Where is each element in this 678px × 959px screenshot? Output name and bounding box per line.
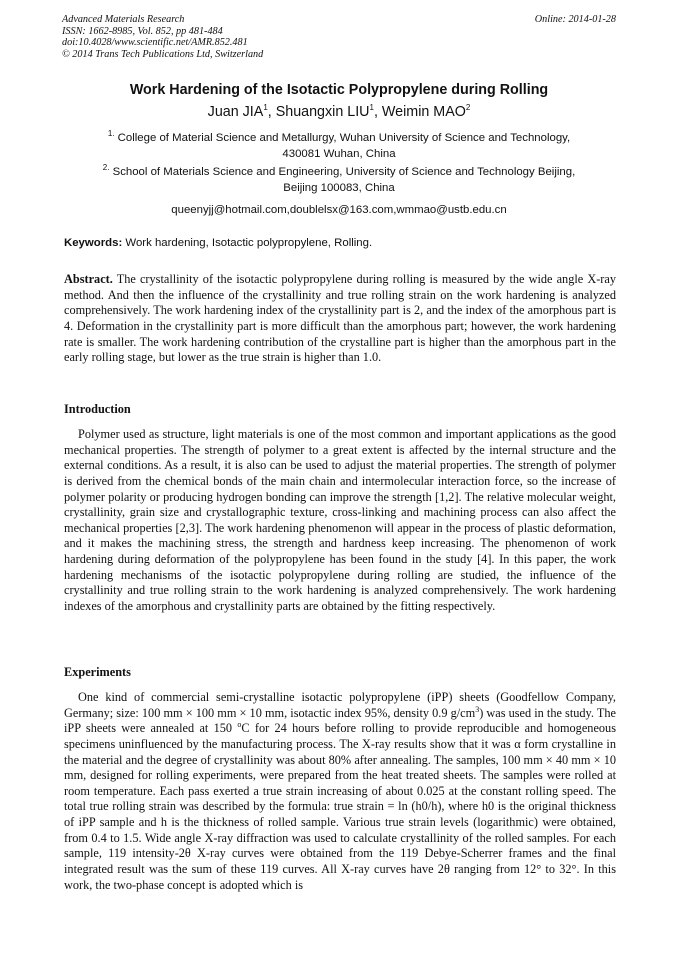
author-name: Weimin MAO [381, 104, 466, 120]
author-list: Juan JIA$^1$, Shuangxin LIU$^1$, Weimin MAO$^2$ [207, 103, 471, 120]
copyright-line: © 2014 Trans Tech Publications Ltd, Switzerland [62, 48, 264, 60]
author-mark: 1 [369, 103, 374, 113]
affiliation-line: College of Material Science and Metallurgy, Wuhan University of Science and Technology, [117, 132, 571, 144]
author-mark: 2 [465, 103, 471, 113]
degree-superscript: o [237, 720, 242, 730]
affiliation [60, 131, 618, 163]
experiments-text: C for 24 hours before rolling to provide reproducible and homogeneous specimens uninfluenced by the manufacturing process. The X-ray results show that it was α form crystalline in the material and the degree of crystallinity was about 80% after annealing. The samples, 100 mm × 40 mm × 10 mm, designed for rolling experiments, were prepared from the heat treated sheets. The samples were rolled at room temperature. Each pass exerted a true strain increasing of about 0.025 at the constant rolling speed. The total true rolling strain was described by the formula: true strain = ln (h0/h), where h0 is the original thickness of iPP sample and h is the thickness of rolled sample. Various true strain levels (logarithmic) were obtained, from 0.4 to 1.5. Wide angle X-ray diffraction was used to calculate crystallinity of the rolled samples. For each sample, 119 intensity-2θ X-ray curves were obtained from the 119 Debye-Scherrer frames and the final integrated result was the sum of these 119 curves. All X-ray curves have 2θ ranging from 12° to 32°. In this work, the two-phase concept is adopted which is [64, 721, 616, 892]
author-emails: queenyjj@hotmail.com,doublelsx@163.com,wmmao@ustb.edu.cn [171, 204, 507, 216]
journal-name: Advanced Materials Research [62, 14, 185, 25]
affiliation-mark: 1. [107, 129, 115, 139]
introduction-paragraph: Polymer used as structure, light materials is one of the most common and important applications as the good mechanical properties. The strength of polymer to a great extent is affected by the internal structure and the external conditions. As a result, it is also can be used to adjust the material properties. The strength of polymer is derived from the chemical bonds of the main chain and intermolecular interaction force, so the increase of polymer polarity or producing hydrogen bonding can improve the strength [1,2]. The relative molecular weight, crystallinity, grain size and crystallographic texture, cross-linking and machining process can also affect the mechanical properties [2,3]. The work hardening phenomenon will appear in the process of plastic deformation, and it makes the machining stress, the strength and hardness keep increasing. The phenomenon of work hardening during deformation of the polypropylene has been found in the study [4]. In this paper, the work hardening mechanisms of the isotactic polypropylene during rolling are studied, the influence of the crystallinity and true rolling strain to the work hardening is analyzed comprehensively. The work hardening indexes of the amorphous and crystallinity parts are obtained by the fitting respectively. [64, 427, 616, 613]
affiliation-line: 430081 Wuhan, China [282, 147, 396, 160]
affiliation-line: Beijing 100083, China [283, 181, 395, 194]
experiments-paragraph [64, 690, 616, 893]
author-name: Juan JIA [207, 104, 264, 120]
paper-title: Work Hardening of the Isotactic Polypropylene during Rolling [129, 82, 549, 98]
experiments-text: ) was used in the study. The iPP sheets were annealed at 150 [64, 705, 616, 736]
issn-line: ISSN: 1662-8985, Vol. 852, pp 481-484 [62, 25, 223, 37]
section-heading-introduction: Introduction [64, 402, 131, 416]
abstract [64, 272, 616, 366]
online-date: Online: 2014-01-28 [534, 14, 616, 25]
abstract-label: Abstract. [64, 272, 113, 286]
abstract-text: The crystallinity of the isotactic polypropylene during rolling is measured by the wide angle X-ray method. And then the influence of the crystallinity and true rolling strain on the work hardening is analyzed comprehensively. The work hardening index of the crystallinity part is 2, and the index of the amorphous part is 4. Deformation in the crystallinity part is more difficult than the amorphous part; however, the work hardening rate is smaller. The work hardening contribution of the crystalline part is higher than the amorphous part in the early rolling stage, but lower as the true strain is higher than 1.0. [64, 272, 616, 365]
journal-header [62, 14, 616, 60]
section-heading-experiments: Experiments [64, 665, 131, 679]
author-name: Shuangxin LIU [275, 104, 370, 120]
keywords-label: Keywords: [64, 237, 123, 249]
doi-line: doi:10.4028/www.scientific.net/AMR.852.481 [62, 37, 248, 49]
keywords [64, 236, 616, 251]
affiliation-line: School of Materials Science and Engineering, University of Science and Technology Beijing, [112, 166, 576, 178]
affiliation [60, 165, 618, 197]
keywords-text: Work hardening, Isotactic polypropylene, Rolling. [125, 237, 373, 249]
affiliation-mark: 2. [102, 163, 110, 173]
author-mark: 1 [263, 103, 268, 113]
superscript: 3 [475, 704, 480, 714]
experiments-text: One kind of commercial semi-crystalline isotactic polypropylene (iPP) sheets (Goodfellow Company, Germany; size: 100 mm × 100 mm × 10 mm, isotactic index 95%, density 0.9 g/cm [64, 690, 616, 720]
